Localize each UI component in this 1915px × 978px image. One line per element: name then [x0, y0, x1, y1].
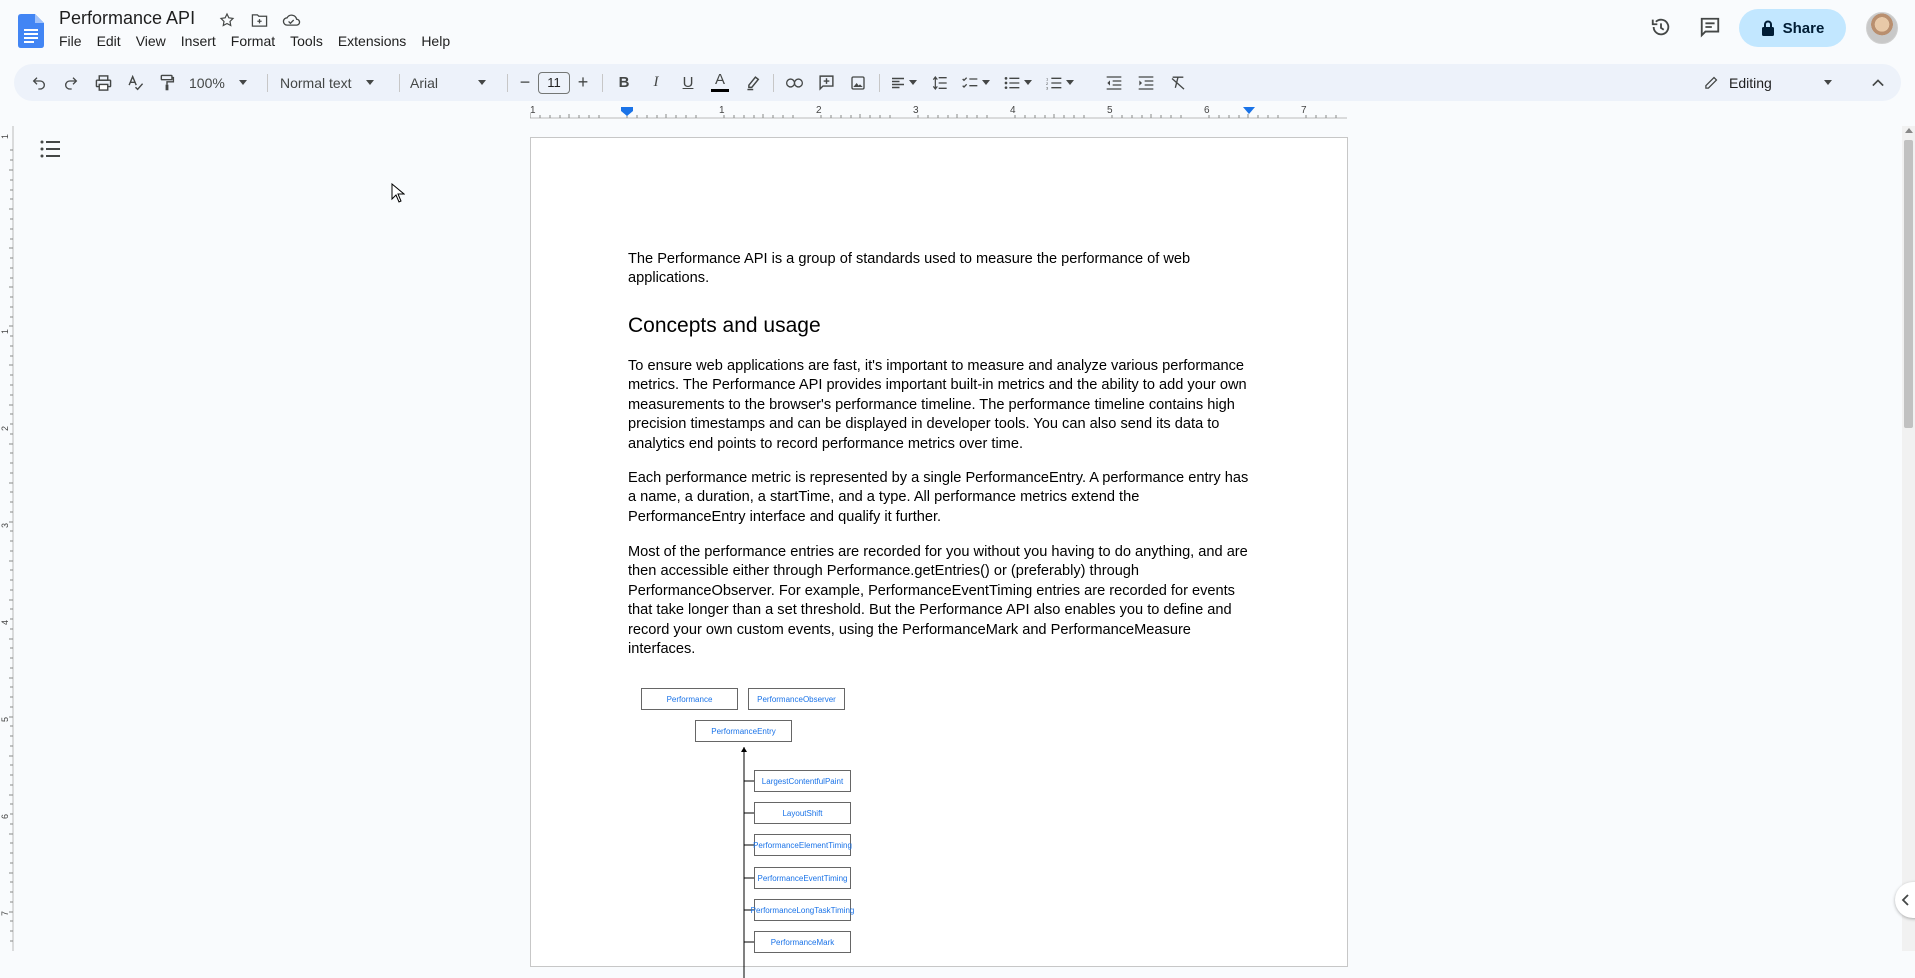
avatar[interactable] [1866, 12, 1898, 44]
star-icon[interactable] [217, 10, 237, 30]
paragraph-3[interactable]: Most of the performance entries are recorded for you without you having to do anything, and are then accessible either through Performance.getEntries() or (preferably) through PerformanceObserver. For example, PerformanceEventTiming entries are recorded for events that take longer than a set threshold. But the Performance API also enables you to define and record your own custom events, using the PerformanceMark and PerformanceMeasure interfaces. [628, 544, 1248, 658]
chevron-down-icon [1824, 80, 1832, 85]
font-select[interactable] [410, 64, 502, 101]
diagram-box-performance-entry: PerformanceEntry [695, 720, 792, 742]
mouse-cursor-icon [391, 183, 405, 203]
chevron-down-icon [1066, 80, 1074, 85]
vruler-mark: 3 [0, 522, 10, 528]
highlight-color-icon[interactable] [738, 64, 766, 101]
editing-mode-select[interactable] [1704, 64, 1840, 101]
left-indent-marker[interactable] [621, 107, 633, 116]
decrease-font-size-icon[interactable]: − [519, 72, 531, 92]
checklist-icon [962, 76, 978, 90]
move-folder-icon[interactable] [249, 10, 269, 30]
scroll-up-arrow-icon[interactable] [1905, 128, 1913, 133]
zoom-select[interactable] [189, 64, 253, 101]
chevron-down-icon [909, 80, 917, 85]
menu-format[interactable]: Format [230, 33, 276, 49]
comments-icon[interactable] [1690, 7, 1730, 47]
collapse-menus-icon[interactable] [1864, 64, 1892, 101]
paint-format-icon[interactable] [153, 64, 181, 101]
vruler-mark: 1 [0, 133, 10, 139]
paragraph-1[interactable]: To ensure web applications are fast, it's important to measure and analyze various performance metrics. The Performance API provides important built-in metrics and the ability to add your own measurements to the browser's performance timeline. The performance timeline contains high precision timestamps and can be displayed in developer tools. You can also send its data to analytics end points to record performance metrics over time. [628, 358, 1247, 452]
menu-bar [59, 33, 465, 49]
insert-image-icon[interactable] [844, 64, 872, 101]
toolbar [14, 64, 1901, 101]
menu-file[interactable]: File [59, 33, 82, 49]
style-value: Normal text [280, 74, 352, 91]
menu-insert[interactable]: Insert [180, 33, 216, 49]
insert-link-icon[interactable] [780, 64, 808, 101]
numbered-list-select[interactable] [1042, 64, 1078, 101]
document-outline-icon[interactable] [38, 137, 62, 161]
svg-text:3: 3 [1046, 85, 1049, 90]
svg-text:1: 1 [1046, 75, 1049, 81]
ruler-mark: 6 [1204, 105, 1210, 116]
svg-text:2: 2 [1046, 80, 1049, 86]
vruler-mark: 1 [0, 328, 10, 334]
redo-icon[interactable] [57, 64, 85, 101]
vertical-ruler[interactable] [0, 126, 14, 951]
scrollbar-thumb[interactable] [1904, 140, 1913, 428]
increase-font-size-icon[interactable]: + [577, 72, 589, 92]
chevron-down-icon [239, 80, 247, 85]
bulleted-list-icon [1004, 76, 1020, 90]
diagram-box-child: PerformanceMark [754, 931, 851, 953]
top-bar [0, 0, 1915, 60]
underline-icon[interactable]: U [682, 74, 694, 91]
font-value: Arial [410, 74, 439, 91]
ruler-mark: 2 [816, 105, 822, 116]
vruler-mark: 4 [0, 619, 10, 625]
document-page[interactable] [530, 137, 1348, 967]
chevron-left-icon [1901, 894, 1909, 906]
diagram-box-performance: Performance [641, 688, 738, 710]
pencil-icon [1704, 75, 1719, 90]
right-indent-marker[interactable] [1243, 107, 1255, 114]
vertical-scrollbar[interactable] [1902, 126, 1915, 951]
ruler-mark: 1 [719, 105, 725, 116]
vruler-mark: 5 [0, 716, 10, 722]
diagram-box-performance-observer: PerformanceObserver [748, 688, 845, 710]
italic-icon[interactable]: I [653, 74, 659, 90]
menu-help[interactable]: Help [421, 33, 451, 49]
zoom-value: 100% [189, 74, 225, 91]
ruler-mark: 4 [1010, 105, 1016, 116]
chevron-down-icon [366, 80, 374, 85]
menu-tools[interactable]: Tools [290, 33, 323, 49]
text-color-icon[interactable]: A [706, 64, 734, 101]
vruler-mark: 7 [0, 910, 10, 916]
menu-edit[interactable]: Edit [96, 33, 121, 49]
inheritance-diagram[interactable] [641, 688, 871, 978]
chevron-down-icon [1024, 80, 1032, 85]
menu-view[interactable]: View [135, 33, 166, 49]
add-comment-icon[interactable] [812, 64, 840, 101]
diagram-box-child: PerformanceElementTiming [754, 834, 851, 856]
docs-logo-icon[interactable] [18, 14, 44, 48]
side-panel-toggle[interactable] [1895, 882, 1915, 918]
print-icon[interactable] [89, 64, 117, 101]
diagram-box-child: PerformanceLongTaskTiming [754, 899, 851, 921]
font-size-input[interactable] [538, 64, 570, 101]
chevron-down-icon [982, 80, 990, 85]
clear-formatting-icon[interactable] [1164, 64, 1192, 101]
paragraph-2[interactable]: Each performance metric is represented by a single PerformanceEntry. A performance entry has a name, a duration, a startTime, and a type. All performance metrics extend the PerformanceEntry interface and qualify it further. [628, 470, 1249, 525]
bold-icon[interactable]: B [618, 74, 630, 91]
bulleted-list-select[interactable] [1000, 64, 1036, 101]
horizontal-ruler[interactable] [530, 105, 1347, 119]
numbered-list-icon [1046, 76, 1062, 90]
share-button[interactable] [1739, 9, 1846, 47]
ruler-mark: 5 [1107, 105, 1113, 116]
diagram-box-child: PerformanceEventTiming [754, 867, 851, 889]
decrease-indent-icon[interactable] [1100, 64, 1128, 101]
version-history-icon[interactable] [1641, 7, 1681, 47]
align-left-icon [891, 77, 905, 89]
align-select[interactable] [886, 64, 922, 101]
ruler-mark: 7 [1301, 105, 1307, 116]
checklist-select[interactable] [958, 64, 994, 101]
vruler-mark: 2 [0, 425, 10, 431]
share-label: Share [1782, 19, 1825, 37]
diagram-box-child: LargestContentfulPaint [754, 770, 851, 792]
chevron-down-icon [478, 80, 486, 85]
spellcheck-icon[interactable] [121, 64, 149, 101]
undo-icon[interactable] [25, 64, 53, 101]
document-title[interactable]: Performance API [59, 8, 196, 28]
ruler-mark: 3 [913, 105, 919, 116]
editing-mode-label: Editing [1729, 74, 1772, 91]
lock-icon [1761, 20, 1775, 36]
increase-indent-icon[interactable] [1132, 64, 1160, 101]
font-size-value: 11 [538, 72, 570, 94]
section-heading[interactable]: Concepts and usage [628, 314, 821, 337]
vruler-mark: 6 [0, 813, 10, 819]
paragraph-style-select[interactable] [280, 64, 392, 101]
intro-paragraph[interactable]: The Performance API is a group of standards used to measure the performance of web applications. [628, 251, 1191, 287]
cloud-saved-icon[interactable] [281, 10, 301, 30]
ruler-mark: 1 [530, 105, 536, 116]
diagram-box-child: LayoutShift [754, 802, 851, 824]
line-spacing-icon[interactable] [926, 64, 954, 101]
menu-extensions[interactable]: Extensions [337, 33, 407, 49]
